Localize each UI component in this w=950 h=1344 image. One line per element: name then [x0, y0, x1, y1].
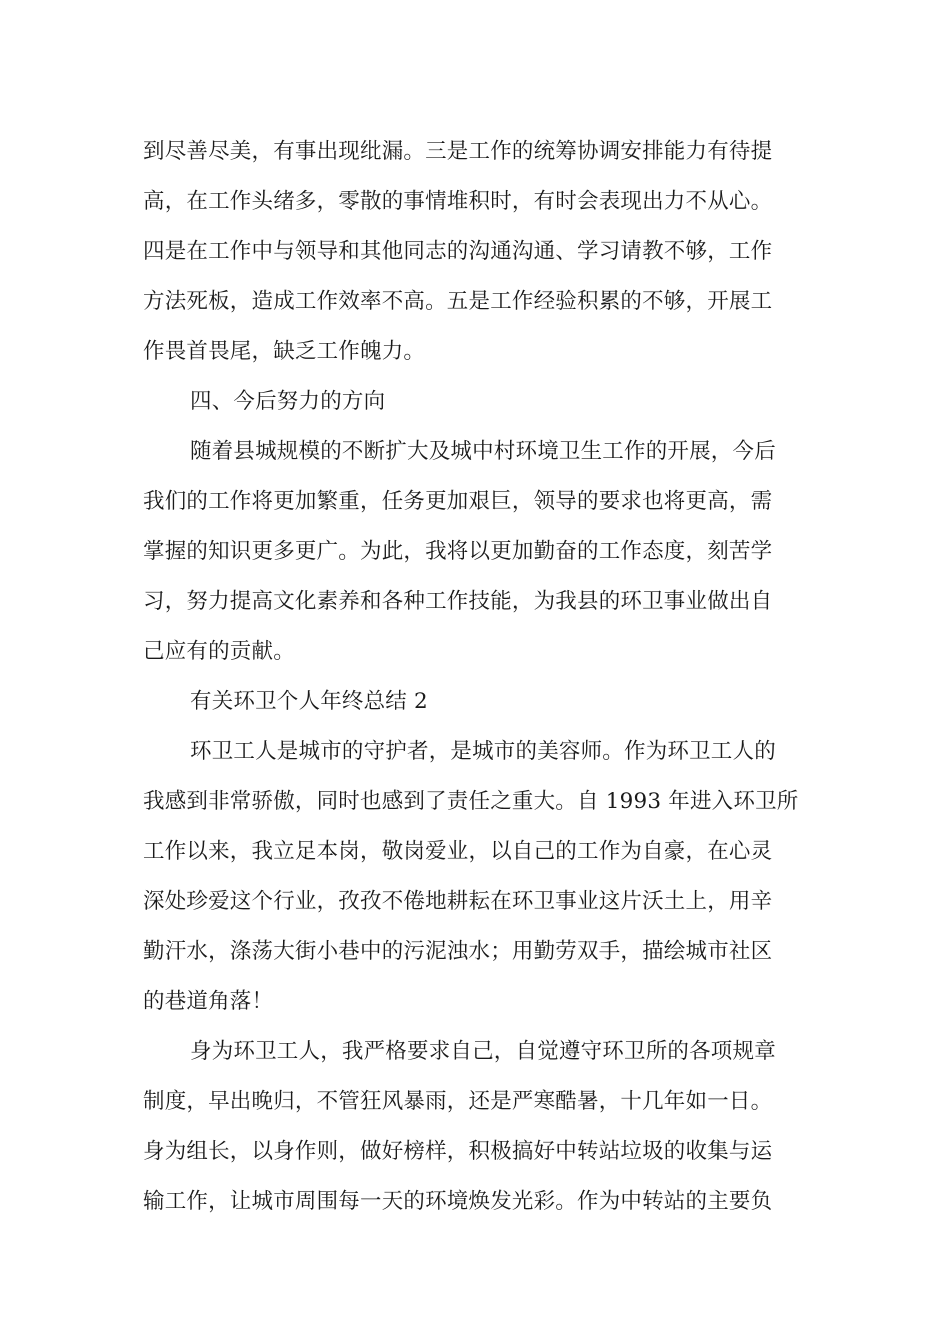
paragraph-line: 习，努力提高文化素养和各种工作技能，为我县的环卫事业做出自 [143, 589, 773, 614]
paragraph-line: 身为环卫工人，我严格要求自己，自觉遵守环卫所的各项规章 [190, 1039, 776, 1064]
paragraph-line: 四是在工作中与领导和其他同志的沟通沟通、学习请教不够，工作 [143, 239, 773, 264]
paragraph-line: 到尽善尽美，有事出现纰漏。三是工作的统筹协调安排能力有待提 [143, 139, 773, 164]
paragraph-line: 掌握的知识更多更广。为此，我将以更加勤奋的工作态度，刻苦学 [143, 539, 773, 564]
paragraph-line: 环卫工人是城市的守护者，是城市的美容师。作为环卫工人的 [190, 739, 776, 764]
paragraph-line: 我们的工作将更加繁重，任务更加艰巨，领导的要求也将更高，需 [143, 489, 773, 514]
paragraph-line: 的巷道角落！ [143, 989, 274, 1014]
paragraph-line: 深处珍爱这个行业，孜孜不倦地耕耘在环卫事业这片沃土上，用辛 [143, 889, 773, 914]
paragraph-line: 身为组长，以身作则，做好榜样，积极搞好中转站垃圾的收集与运 [143, 1139, 773, 1164]
paragraph-line: 我感到非常骄傲，同时也感到了责任之重大。自 1993 年进入环卫所 [143, 789, 799, 814]
section-title: 有关环卫个人年终总结 2 [190, 689, 428, 714]
paragraph-line: 工作以来，我立足本岗，敬岗爱业，以自己的工作为自豪，在心灵 [143, 839, 773, 864]
paragraph-line: 制度，早出晚归，不管狂风暴雨，还是严寒酷暑，十几年如一日。 [143, 1089, 773, 1114]
paragraph-line: 输工作，让城市周围每一天的环境焕发光彩。作为中转站的主要负 [143, 1189, 773, 1214]
paragraph-line: 高，在工作头绪多，零散的事情堆积时，有时会表现出力不从心。 [143, 189, 773, 214]
paragraph-line: 勤汗水，涤荡大街小巷中的污泥浊水；用勤劳双手，描绘城市社区 [143, 939, 773, 964]
paragraph-line: 作畏首畏尾，缺乏工作魄力。 [143, 339, 426, 364]
section-heading: 四、今后努力的方向 [190, 389, 386, 414]
paragraph-line: 己应有的贡献。 [143, 639, 295, 664]
paragraph-line: 随着县城规模的不断扩大及城中村环境卫生工作的开展，今后 [190, 439, 776, 464]
paragraph-line: 方法死板，造成工作效率不高。五是工作经验积累的不够，开展工 [143, 289, 773, 314]
